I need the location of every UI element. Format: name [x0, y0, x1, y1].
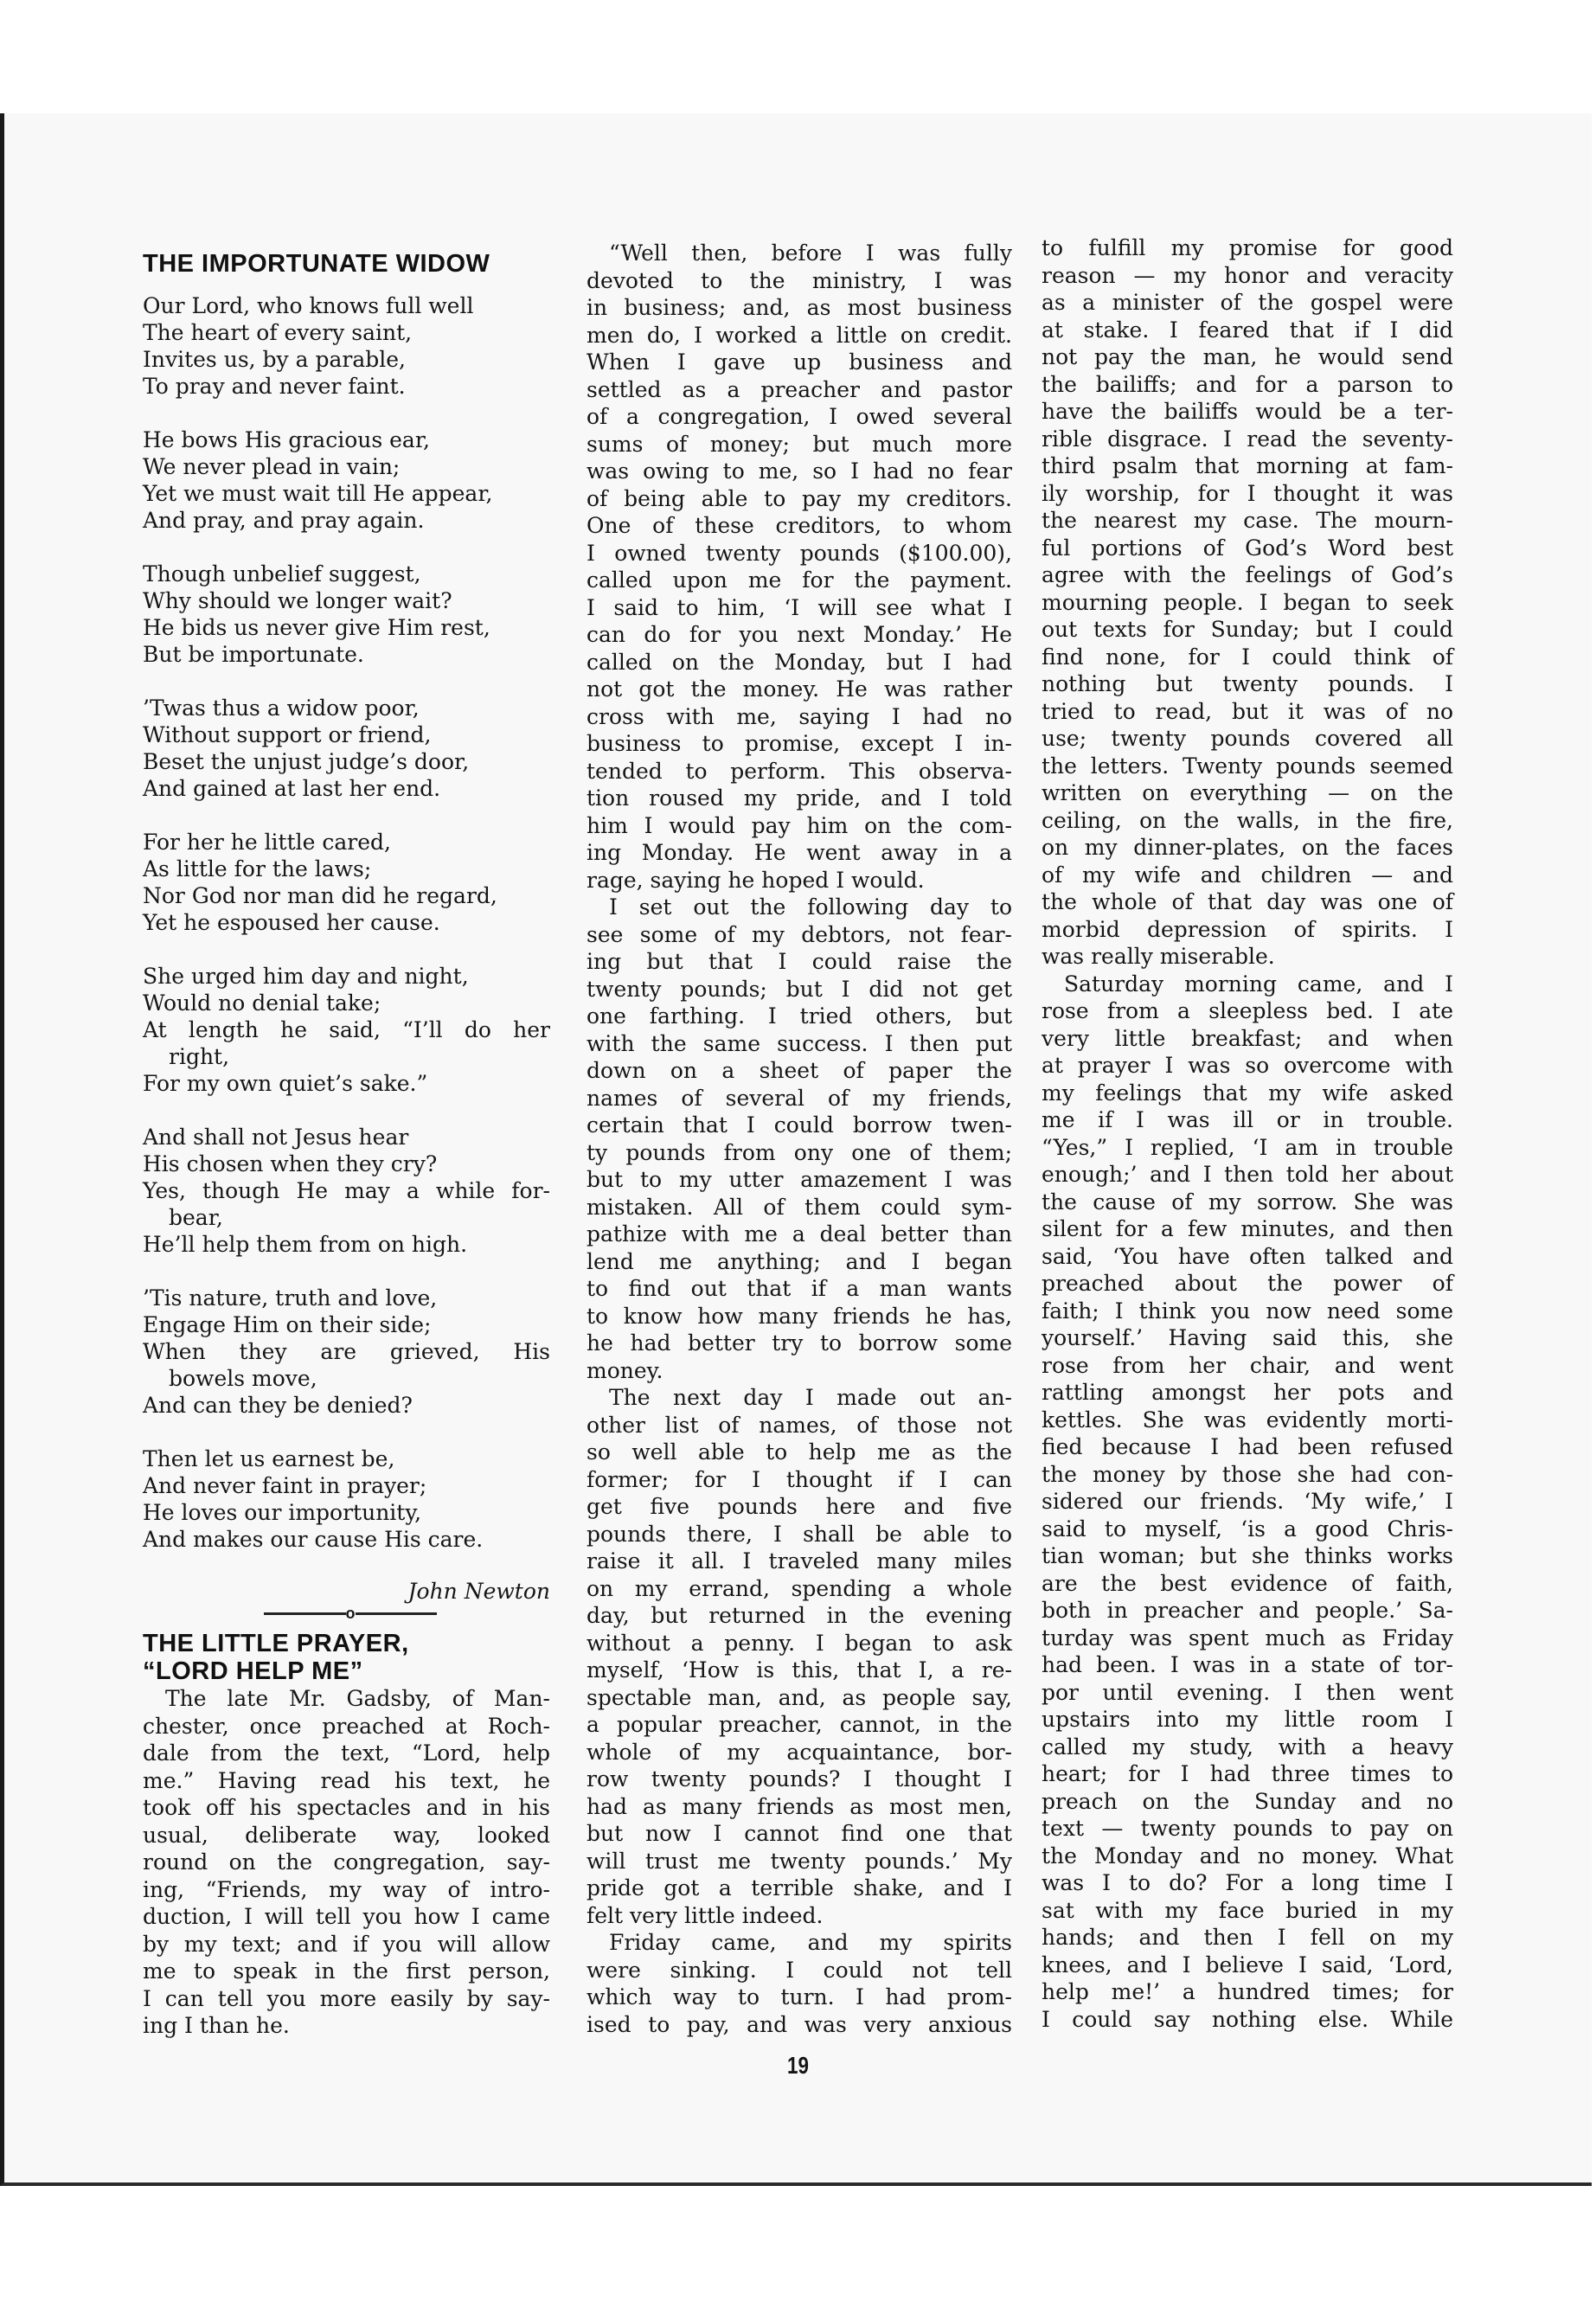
article-text-line: turday was spent much as Friday: [1042, 1625, 1453, 1650]
poem-line: And can they be denied?: [143, 1393, 413, 1418]
article-text-line: the bailiffs; and for a parson to: [1042, 371, 1453, 397]
section-divider: [264, 1605, 437, 1623]
article-text-line: both in preacher and people.’ Sa-: [1042, 1598, 1453, 1623]
article-text-line: myself, ‘How is this, that I, a re-: [586, 1657, 1012, 1682]
article-text-line: tried to read, but it was of no: [1042, 698, 1453, 724]
poem-line: Would no denial take;: [143, 990, 381, 1016]
article-text-line: sat with my face buried in my: [1042, 1897, 1453, 1923]
article-text-line: had as many friends as most men,: [586, 1793, 1012, 1819]
article-text-line: not pay the man, he would send: [1042, 344, 1453, 369]
article-text-line: I said to him, ‘I will see what I: [586, 594, 1012, 620]
poem-line: Yet we must wait till He appear,: [143, 481, 493, 506]
article-text-line: find none, for I could think of: [1042, 644, 1453, 670]
article-text-line: sums of money; but much more: [586, 431, 1012, 457]
stanza-break: [143, 802, 550, 829]
poem-author: John Newton: [407, 1579, 550, 1604]
article-column-1: [143, 1685, 550, 2040]
article-text-line: I can tell you more easily by say-: [143, 1985, 550, 2011]
poem-line: Then let us earnest be,: [143, 1446, 395, 1471]
article-text-line: names of several of my friends,: [586, 1085, 1012, 1111]
article-text-line: ing but that I could raise the: [586, 949, 1012, 974]
stanza-break: [143, 1258, 550, 1285]
poem-line: And shall not Jesus hear: [143, 1125, 409, 1150]
article-text-line: rage, saying he hoped I would.: [586, 867, 925, 893]
poem-line: Though unbelief suggest,: [143, 561, 421, 586]
article-text-line: the Monday and no money. What: [1042, 1843, 1453, 1868]
article-text-line: tian woman; but she thinks works: [1042, 1543, 1453, 1568]
article-text-line: was really miserable.: [1042, 944, 1275, 969]
poem-line: Nor God nor man did he regard,: [143, 883, 497, 908]
article-text-line: use; twenty pounds covered all: [1042, 726, 1453, 751]
article-text-line: me if I was ill or in trouble.: [1042, 1107, 1453, 1132]
article-text-line: row twenty pounds? I thought I: [586, 1766, 1012, 1791]
poem-line: Beset the unjust judge’s door,: [143, 749, 470, 774]
article-text-line: was owing to me, so I had no fear: [586, 458, 1012, 484]
article-text-line: The late Mr. Gadsby, of Man-: [165, 1686, 550, 1711]
stanza-break: [143, 1419, 550, 1445]
article-text-line: me to speak in the first person,: [143, 1958, 550, 1984]
poem-line: ’Twas thus a widow poor,: [143, 695, 420, 721]
poem-line: Yes, though He may a while for-: [143, 1178, 550, 1203]
article-text-line: preach on the Sunday and no: [1042, 1788, 1453, 1814]
article-text-line: devoted to the ministry, I was: [586, 267, 1012, 293]
article-text-line: the nearest my case. The mourn-: [1042, 508, 1453, 533]
article-text-line: by my text; and if you will allow: [143, 1931, 550, 1957]
stanza-break: [143, 936, 550, 963]
article-text-line: nothing but twenty pounds. I: [1042, 671, 1453, 696]
poem-title: THE IMPORTUNATE WIDOW: [143, 250, 490, 278]
article-text-line: other list of names, of those not: [586, 1412, 1012, 1438]
article-text-line: pride got a terrible shake, and I: [586, 1875, 1012, 1900]
article-text-line: of being able to pay my creditors.: [586, 485, 1012, 511]
article-text-line: on my dinner-plates, on the faces: [1042, 835, 1453, 860]
poem-body: [143, 292, 550, 1553]
article-text-line: out texts for Sunday; but I could: [1042, 617, 1453, 642]
poem-line: bear,: [169, 1205, 223, 1230]
article-text-line: agree with the feelings of God’s: [1042, 562, 1453, 587]
poem-line: He’ll help them from on high.: [143, 1232, 468, 1257]
article-text-line: ily worship, for I thought it was: [1042, 480, 1453, 506]
article-text-line: will trust me twenty pounds.’ My: [586, 1848, 1012, 1874]
article-text-line: at prayer I was so overcome with: [1042, 1053, 1453, 1078]
article-text-line: business to promise, except I in-: [586, 731, 1012, 756]
article-text-line: without a penny. I began to ask: [586, 1630, 1012, 1656]
stanza-break: [143, 400, 550, 426]
article-text-line: of a congregation, I owed several: [586, 404, 1012, 429]
poem-line: right,: [169, 1044, 230, 1069]
article-text-line: on my errand, spending a whole: [586, 1575, 1012, 1601]
article-text-line: duction, I will tell you how I came: [143, 1904, 550, 1929]
article-text-line: dale from the text, “Lord, help: [143, 1740, 550, 1766]
article-text-line: called upon me for the payment.: [586, 567, 1012, 593]
article-text-line: rible disgrace. I read the seventy-: [1042, 426, 1453, 452]
poem-line: His chosen when they cry?: [143, 1151, 438, 1176]
article-text-line: faith; I think you now need some: [1042, 1298, 1453, 1324]
article-text-line: he had better try to borrow some: [586, 1330, 1012, 1356]
article-text-line: third psalm that morning at fam-: [1042, 453, 1453, 478]
article-text-line: the cause of my sorrow. She was: [1042, 1189, 1453, 1215]
article-text-line: chester, once preached at Roch-: [143, 1713, 550, 1739]
article-text-line: to know how many friends he has,: [586, 1303, 1012, 1329]
stanza-break: [143, 1097, 550, 1124]
article-text-line: One of these creditors, to whom: [586, 513, 1012, 538]
article-text-line: as a minister of the gospel were: [1042, 290, 1453, 315]
poem-line: He bows His gracious ear,: [143, 427, 430, 452]
article-text-line: Friday came, and my spirits: [609, 1930, 1012, 1955]
poem-line: For my own quiet’s sake.”: [143, 1071, 428, 1096]
article-text-line: with the same success. I then put: [586, 1030, 1012, 1056]
article-text-line: took off his spectacles and in his: [143, 1795, 550, 1820]
article-text-line: preached about the power of: [1042, 1271, 1453, 1296]
article-text-line: see some of my debtors, not fear-: [586, 921, 1012, 947]
article-text-line: called on the Monday, but I had: [586, 649, 1012, 675]
article-text-line: rose from her chair, and went: [1042, 1352, 1453, 1378]
article-text-line: pounds there, I shall be able to: [586, 1521, 1012, 1547]
article-text-line: When I gave up business and: [586, 349, 1012, 375]
poem-line: We never plead in vain;: [143, 454, 401, 479]
poem-line: Without support or friend,: [143, 722, 432, 747]
article-text-line: I could say nothing else. While: [1042, 2006, 1453, 2032]
article-text-line: Saturday morning came, and I: [1064, 971, 1453, 997]
article-text-line: not got the money. He was rather: [586, 676, 1012, 702]
article-text-line: usual, deliberate way, looked: [143, 1822, 550, 1848]
article-text-line: tion roused my pride, and I told: [586, 785, 1012, 811]
article-text-line: get five pounds here and five: [586, 1494, 1012, 1519]
article-text-line: money.: [586, 1357, 663, 1383]
article-text-line: upstairs into my little room I: [1042, 1707, 1453, 1732]
poem-line: And pray, and pray again.: [143, 508, 425, 533]
article-text-line: said, ‘You have often talked and: [1042, 1243, 1453, 1269]
article-text-line: day, but returned in the evening: [586, 1603, 1012, 1628]
poem-line: He bids us never give Him rest,: [143, 615, 490, 640]
article-text-line: the whole of that day was one of: [1042, 889, 1453, 914]
article-text-line: ful portions of God’s Word best: [1042, 535, 1453, 561]
article-text-line: rose from a sleepless bed. I ate: [1042, 998, 1453, 1023]
article-text-line: ty pounds from ony one of them;: [586, 1139, 1012, 1165]
poem-line: Our Lord, who knows full well: [143, 293, 474, 318]
poem-line: And gained at last her end.: [143, 776, 441, 801]
article-text-line: former; for I thought if I can: [586, 1466, 1012, 1492]
article-text-line: had been. I was in a state of tor-: [1042, 1652, 1453, 1677]
article-text-line: down on a sheet of paper the: [586, 1058, 1012, 1083]
poem-line: Invites us, by a parable,: [143, 347, 406, 372]
article-text-line: was I to do? For a long time I: [1042, 1870, 1453, 1895]
article-text-line: the letters. Twenty pounds seemed: [1042, 753, 1453, 779]
article-text-line: were sinking. I could not tell: [586, 1957, 1012, 1983]
article-text-line: very little breakfast; and when: [1042, 1025, 1453, 1051]
divider-ornament: o: [345, 1605, 356, 1622]
poem-line: And makes our cause His care.: [143, 1527, 484, 1552]
article-text-line: ing, “Friends, my way of intro-: [143, 1876, 550, 1902]
article-text-line: at stake. I feared that if I did: [1042, 317, 1453, 343]
article-text-line: lend me anything; and I began: [586, 1248, 1012, 1274]
poem-line: Engage Him on their side;: [143, 1312, 432, 1337]
article-text-line: whole of my acquaintance, bor-: [586, 1739, 1012, 1765]
article-text-line: raise it all. I traveled many miles: [586, 1548, 1012, 1574]
article-text-line: round on the congregation, say-: [143, 1849, 550, 1875]
divider-rule-right: [356, 1612, 438, 1615]
article-text-line: yourself.’ Having said this, she: [1042, 1325, 1453, 1350]
article-text-line: felt very little indeed.: [586, 1902, 824, 1928]
article-text-line: my feelings that my wife asked: [1042, 1080, 1453, 1106]
article-text-line: knees, and I believe I said, ‘Lord,: [1042, 1952, 1453, 1977]
article-text-line: can do for you next Monday.’ He: [586, 622, 1012, 647]
poem-line: The heart of every saint,: [143, 320, 413, 345]
article-text-line: a popular preacher, cannot, in the: [586, 1712, 1012, 1737]
article-text-line: ised to pay, and was very anxious: [586, 2011, 1012, 2037]
article-text-line: are the best evidence of faith,: [1042, 1570, 1453, 1596]
page-number: 19: [787, 2052, 809, 2079]
article-text-line: mistaken. All of them could sym-: [586, 1194, 1012, 1220]
article-text-line: sidered our friends. ‘My wife,’ I: [1042, 1489, 1453, 1514]
article-text-line: hands; and then I fell on my: [1042, 1925, 1453, 1950]
article-text-line: ceiling, on the walls, in the fire,: [1042, 807, 1453, 833]
poem-line: For her he little cared,: [143, 830, 391, 855]
article-text-line: so well able to help me as the: [586, 1439, 1012, 1465]
article-text-line: to fulfill my promise for good: [1042, 235, 1453, 260]
article-column-3: [1042, 234, 1453, 2033]
article-text-line: ing Monday. He went away in a: [586, 840, 1012, 865]
article-text-line: called my study, with a heavy: [1042, 1734, 1453, 1759]
poem-line: Yet he espoused her cause.: [143, 910, 440, 935]
stanza-break: [143, 668, 550, 695]
article-text-line: kettles. She was evidently morti-: [1042, 1407, 1453, 1433]
article-text-line: fied because I had been refused: [1042, 1434, 1453, 1459]
poem-line: At length he said, “I’ll do her: [143, 1017, 550, 1042]
article-text-line: help me!’ a hundred times; for: [1042, 1979, 1453, 2004]
article-title: [143, 1630, 409, 1685]
article-text-line: to find out that if a man wants: [586, 1276, 1012, 1301]
poem-line: As little for the laws;: [143, 856, 372, 881]
article-text-line: him I would pay him on the com-: [586, 812, 1012, 838]
article-text-line: spectable man, and, as people say,: [586, 1684, 1012, 1710]
stanza-break: [143, 534, 550, 561]
article-text-line: “Yes,” I replied, ‘I am in trouble: [1042, 1134, 1453, 1160]
article-text-line: settled as a preacher and pastor: [586, 376, 1012, 402]
article-text-line: enough;’ and I then told her about: [1042, 1162, 1453, 1187]
poem-line: ’Tis nature, truth and love,: [143, 1285, 438, 1311]
article-text-line: twenty pounds; but I did not get: [586, 976, 1012, 1002]
poem-line: She urged him day and night,: [143, 964, 469, 989]
article-text-line: in business; and, as most business: [586, 295, 1012, 320]
article-text-line: rattling amongst her pots and: [1042, 1380, 1453, 1405]
poem-line: When they are grieved, His: [143, 1339, 550, 1364]
article-text-line: text — twenty pounds to pay on: [1042, 1816, 1453, 1841]
article-text-line: which way to turn. I had prom-: [586, 1984, 1012, 2009]
article-text-line: the money by those she had con-: [1042, 1461, 1453, 1487]
article-text-line: tended to perform. This observa-: [586, 758, 1012, 784]
article-text-line: of my wife and children — and: [1042, 862, 1453, 888]
article-text-line: said to myself, ‘is a good Chris-: [1042, 1516, 1453, 1541]
article-text-line: I owned twenty pounds ($100.00),: [586, 540, 1012, 566]
article-text-line: written on everything — on the: [1042, 780, 1453, 805]
poem-line: Why should we longer wait?: [143, 588, 452, 613]
article-text-line: cross with me, saying I had no: [586, 703, 1012, 729]
article-text-line: men do, I worked a little on credit.: [586, 322, 1012, 348]
article-title-line: “LORD HELP ME”: [143, 1657, 363, 1685]
article-text-line: heart; for I had three times to: [1042, 1761, 1453, 1786]
article-text-line: morbid depression of spirits. I: [1042, 916, 1453, 942]
poem-line: He loves our importunity,: [143, 1500, 422, 1525]
article-text-line: one farthing. I tried others, but: [586, 1003, 1012, 1029]
article-text-line: The next day I made out an-: [609, 1385, 1012, 1410]
poem-line: bowels move,: [169, 1366, 317, 1391]
article-text-line: I set out the following day to: [609, 894, 1012, 920]
article-text-line: pathize with me a deal better than: [586, 1221, 1012, 1247]
poem-line: To pray and never faint.: [143, 374, 406, 399]
article-text-line: mourning people. I began to seek: [1042, 589, 1453, 615]
article-text-line: certain that I could borrow twen-: [586, 1112, 1012, 1138]
article-text-line: have the bailiffs would be a ter-: [1042, 399, 1453, 424]
article-text-line: but now I cannot find one that: [586, 1821, 1012, 1846]
article-text-line: but to my utter amazement I was: [586, 1167, 1012, 1192]
article-title-line: THE LITTLE PRAYER,: [143, 1630, 409, 1657]
article-text-line: me.” Having read his text, he: [143, 1767, 550, 1793]
poem-line: And never faint in prayer;: [143, 1473, 427, 1498]
divider-rule-left: [264, 1612, 346, 1615]
article-text-line: por until evening. I then went: [1042, 1679, 1453, 1705]
article-text-line: silent for a few minutes, and then: [1042, 1216, 1453, 1241]
article-text-line: reason — my honor and veracity: [1042, 262, 1453, 288]
article-text-line: “Well then, before I was fully: [609, 240, 1012, 266]
poem-line: But be importunate.: [143, 642, 364, 667]
article-text-line: ing I than he.: [143, 2013, 290, 2038]
article-column-2: [586, 240, 1012, 2038]
